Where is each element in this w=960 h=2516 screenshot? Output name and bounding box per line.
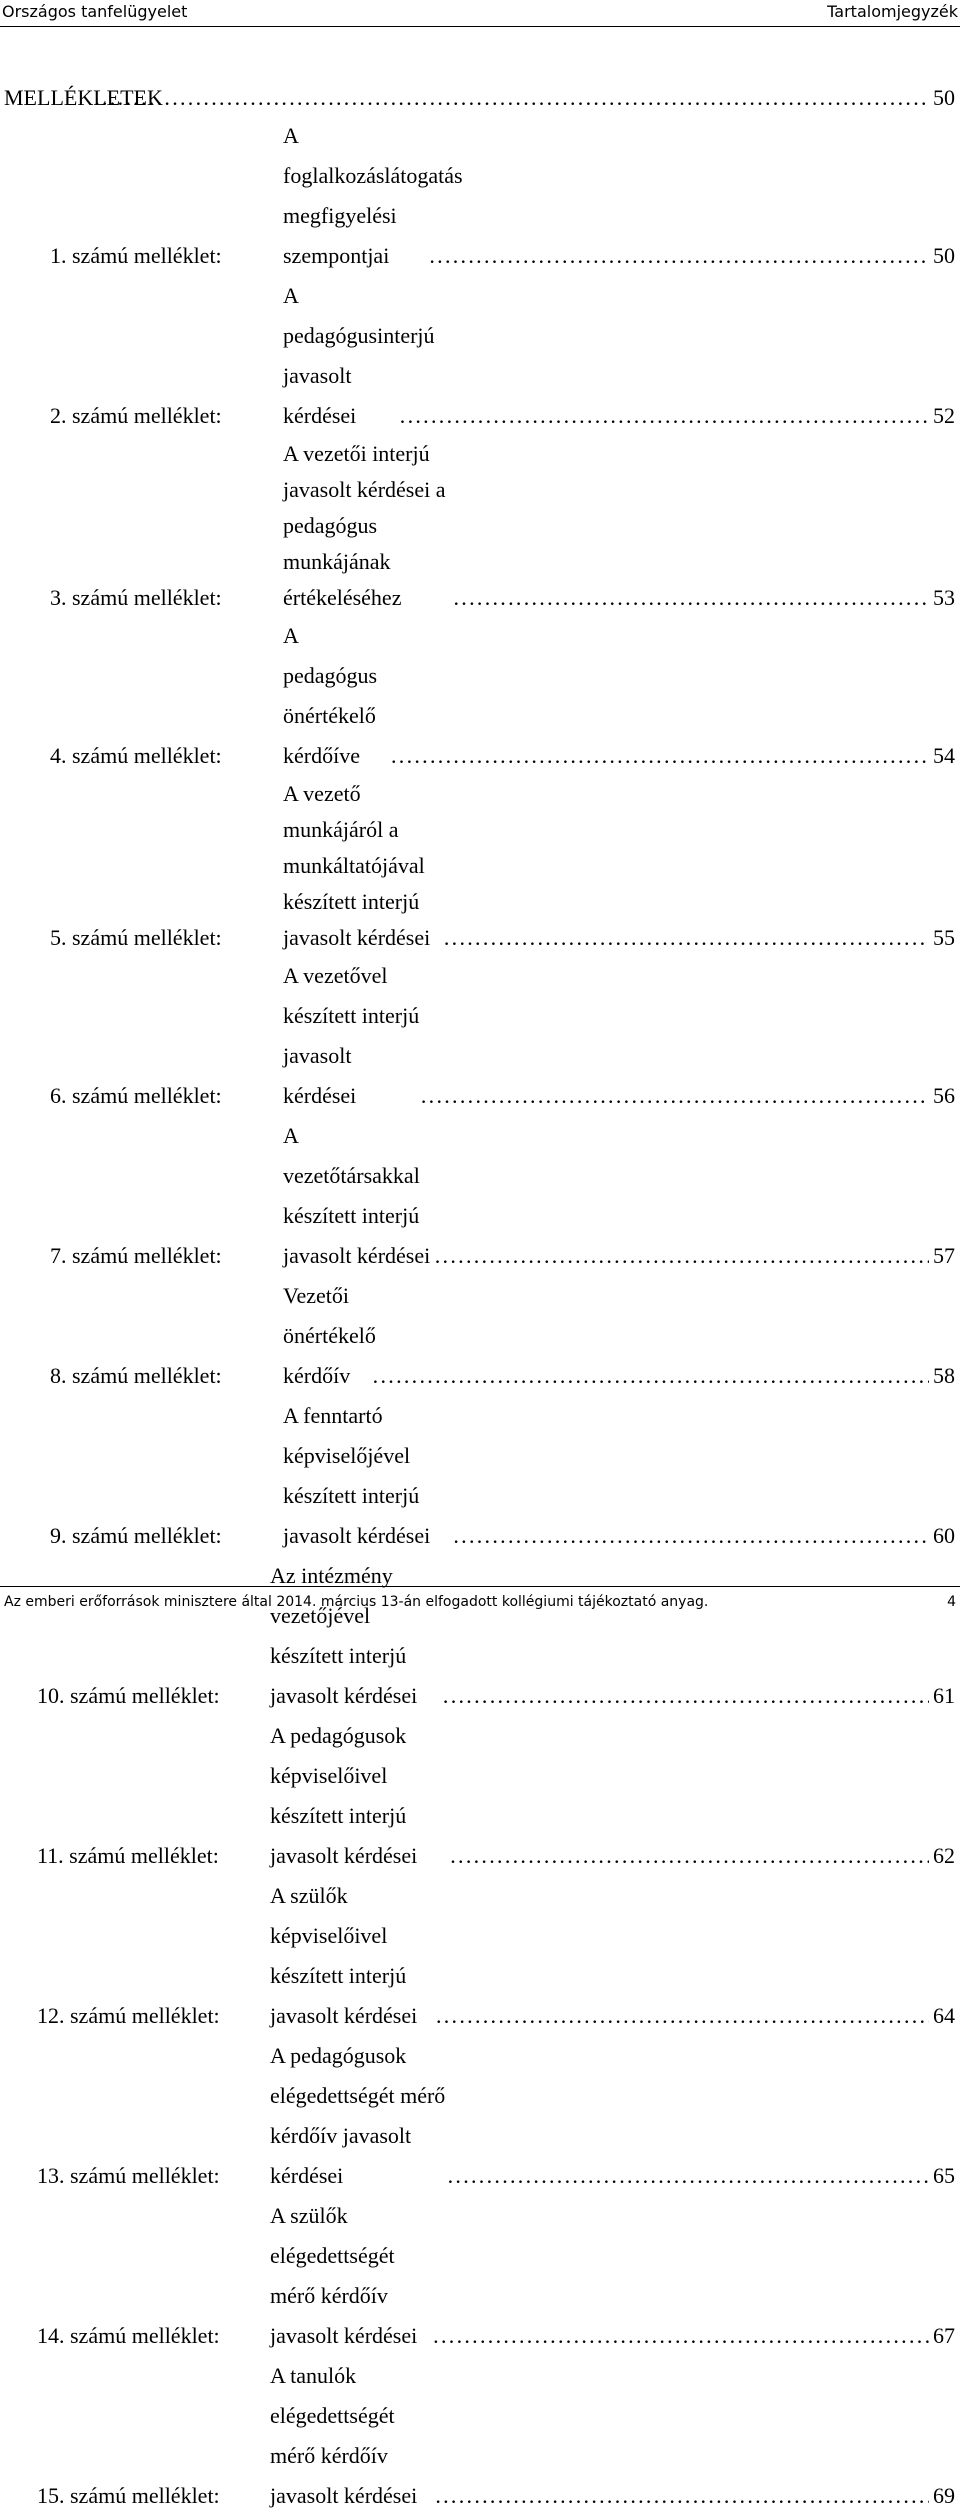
toc-entry-page: 50 [933,243,955,268]
toc-entry-number: 9. számú melléklet: [50,1523,222,1548]
toc-entry-page: 57 [933,1243,955,1268]
page-header [0,0,960,25]
toc-entry-title [270,2196,433,2356]
toc-entry[interactable] [0,2196,955,2356]
toc-entry-number: 4. számú melléklet: [50,743,222,768]
toc-dot-leader [450,1836,929,1876]
toc-entry-title [270,1876,436,2036]
toc-dot-leader [94,80,929,116]
toc-entry-title [283,956,421,1116]
toc-entry[interactable] [0,276,955,436]
toc-entry-title [283,1116,435,1276]
toc-entry-page: 55 [933,925,955,950]
toc-entry-number: 13. számú melléklet: [37,2163,220,2188]
toc-entry[interactable] [0,1716,955,1876]
toc-entry[interactable] [0,616,955,776]
toc-entry-page: 69 [933,2483,955,2508]
footer-rule [0,1586,960,1587]
toc-entry[interactable] [0,1556,955,1716]
toc-entry-number: 12. számú melléklet: [37,2003,220,2028]
toc-entry-number: 15. számú melléklet: [37,2483,220,2508]
toc-entry-title [283,616,391,776]
toc-entry-title-line: A foglalkozáslátogatás megfigyelési szempontjai [283,123,463,268]
toc-entry[interactable] [0,1876,955,2036]
toc-entry-number: 5. számú melléklet: [50,925,222,950]
toc-entry-title [270,2036,448,2196]
header-section-name: Tartalomjegyzék [827,2,958,21]
toc-entry-title-line: Az intézmény vezetőjével készített interjú javasolt kérdései [270,1563,418,1708]
toc-dot-leader [443,1676,929,1716]
toc-entry-title [283,276,435,436]
toc-entry-title [283,776,444,956]
toc-entry-title-line: A fenntartó képviselőjével készített interjú javasolt kérdései [283,1403,431,1548]
toc-dot-leader [444,920,929,956]
toc-entry-title [270,2356,435,2516]
toc-entry-number: 1. számú melléklet: [50,243,222,268]
toc-list [0,116,960,2516]
toc-entry-page: 52 [933,403,955,428]
toc-dot-leader [435,1236,929,1276]
toc-entry-page: 58 [933,1363,955,1388]
toc-entry-number: 7. számú melléklet: [50,1243,222,1268]
toc-entry-title-line: A vezetői interjú javasolt kérdései a pedagógus munkájának [283,441,446,574]
toc-entry-page: 62 [933,1843,955,1868]
toc-entry-title [283,436,454,616]
toc-entry-title-line: Vezetői önértékelő kérdőív [283,1283,376,1388]
toc-entry-title-line: A vezető munkájáról a munkáltatójával készített interjú [283,781,425,914]
toc-entry-page: 64 [933,2003,955,2028]
toc-entry-title-line: A pedagógus önértékelő kérdőíve [283,623,378,768]
toc-entry-title-line: A szülők képviselőivel készített interjú javasolt kérdései [270,1883,418,2028]
toc-entry[interactable] [0,1116,955,1276]
toc-entry-title [270,1716,450,1876]
toc-entry-page: 56 [933,1083,955,1108]
toc-dot-leader [429,236,929,276]
toc-dot-leader [436,1996,929,2036]
toc-dot-leader [453,1516,929,1556]
toc-entry[interactable] [0,2356,955,2516]
toc-entry-page: 53 [933,585,955,610]
header-rule [0,26,960,27]
toc-entry[interactable] [0,776,955,956]
toc-dot-leader [435,2476,929,2516]
toc-entry-number: 2. számú melléklet: [50,403,222,428]
toc-entry-title-line: A pedagógusinterjú javasolt kérdései [283,283,435,428]
toc-entry[interactable] [0,956,955,1116]
toc-entry-title-line: A vezetőtársakkal készített interjú javasolt kérdései [283,1123,431,1268]
toc-dot-leader [391,736,929,776]
footer-page-number: 4 [947,1594,956,1610]
toc-entry-title [283,116,463,276]
toc-entry-number: 6. számú melléklet: [50,1083,222,1108]
toc-dot-leader [400,396,929,436]
toc-entry-number: 14. számú melléklet: [37,2323,220,2348]
toc-entry-title-line: A szülők elégedettségét mérő kérdőív javasolt kérdései [270,2203,418,2348]
toc-entry-title-line: A tanulók elégedettségét mérő kérdőív javasolt kérdései [270,2363,418,2508]
toc-entry-page: 67 [933,2323,955,2348]
toc-main-page: 50 [933,85,955,110]
toc-dot-leader [373,1356,929,1396]
toc-entry-title [283,1396,453,1556]
toc-entry[interactable] [0,436,955,616]
toc-entry[interactable] [0,2036,955,2196]
toc-dot-leader [421,1076,929,1116]
header-org-name: Országos tanfelügyelet [2,2,188,21]
toc-main-entry[interactable] [4,80,955,116]
toc-dot-leader [448,2156,929,2196]
toc-entry[interactable] [0,116,955,276]
toc-entry-title-line: értékeléséhez [283,585,402,610]
toc-entry-page: 60 [933,1523,955,1548]
page-footer [0,1583,960,1613]
toc-main-title: MELLÉKLETEK [4,85,163,110]
toc-entry-page: 65 [933,2163,955,2188]
footer-note: Az emberi erőforrások minisztere által 2014. március 13-án elfogadott kollégiumi tájékoztató anyag. [4,1594,709,1610]
toc-entry-number: 3. számú melléklet: [50,585,222,610]
toc-entry-page: 54 [933,743,955,768]
toc-entry-title-line: A pedagógusok képviselőivel készített interjú javasolt kérdései [270,1723,418,1868]
toc-dot-leader [454,580,930,616]
toc-entry[interactable] [0,1276,955,1396]
toc-entry-number: 11. számú melléklet: [37,1843,219,1868]
toc-entry-title-line: javasolt kérdései [283,925,431,950]
toc-entry-title-line: A vezetővel készített interjú javasolt kérdései [283,963,420,1108]
toc-entry-number: 10. számú melléklet: [37,1683,220,1708]
toc-entry-page: 61 [933,1683,955,1708]
toc-dot-leader [433,2316,929,2356]
toc-entry-title [270,1556,443,1716]
toc-entry-title-line: A pedagógusok elégedettségét mérő kérdőív javasolt kérdései [270,2043,446,2188]
toc-entry-title [283,1276,376,1396]
toc-entry-number: 8. számú melléklet: [50,1363,222,1388]
toc-entry[interactable] [0,1396,955,1556]
